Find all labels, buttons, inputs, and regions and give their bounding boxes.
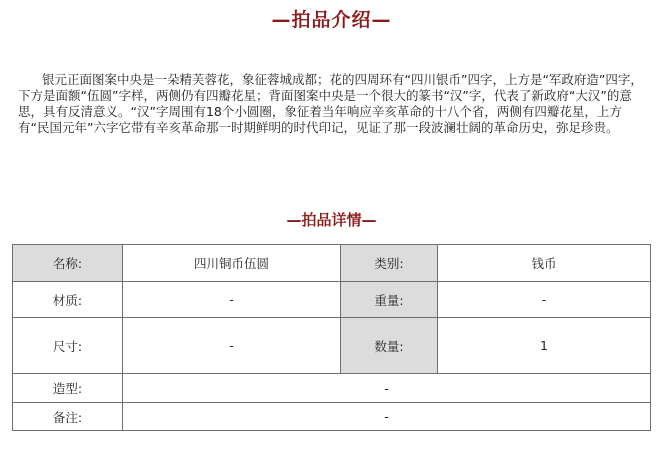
remark-label: 备注: [13,403,123,431]
quantity-label: 数量: [341,318,438,374]
size-label: 尺寸: [13,318,123,374]
shape-value: - [123,374,651,403]
category-label: 类别: [341,245,438,282]
category-value: 钱币 [438,245,651,282]
quantity-value: 1 [438,318,651,374]
table-row [13,403,651,431]
details-table [12,244,651,431]
name-label: 名称: [13,245,123,282]
size-value: - [123,318,341,374]
intro-section-title: —拍品介绍— [271,9,392,31]
table-row [13,282,651,318]
table-row [13,374,651,403]
weight-value: - [438,282,651,318]
material-label: 材质: [13,282,123,318]
intro-description: 银元正面图案中央是一朵精芙蓉花，象征蓉城成都；花的四周环有“四川银币”四字，上方是“军政府造”四字，下方是面额“伍圆”字样，两侧仍有四瓣花星；背面图案中央是一个很大的篆书“汉”字，代表了新政府“大汉”的意思，具有反清意义。“汉”字周围有18个小圆圈，象征着当年响应辛亥革命的十八个省，两侧有四瓣花星，上方有“民国元年”六字它带有辛亥革命那一时期鲜明的时代印记，见证了那一段波澜壮阔的革命历史，弥足珍贵。 [18,72,643,135]
name-value: 四川铜币伍圆 [123,245,341,282]
details-section-title: —拍品详情— [286,211,377,229]
table-row [13,318,651,374]
remark-value: - [123,403,651,431]
material-value: - [123,282,341,318]
table-row [13,245,651,282]
weight-label: 重量: [341,282,438,318]
shape-label: 造型: [13,374,123,403]
